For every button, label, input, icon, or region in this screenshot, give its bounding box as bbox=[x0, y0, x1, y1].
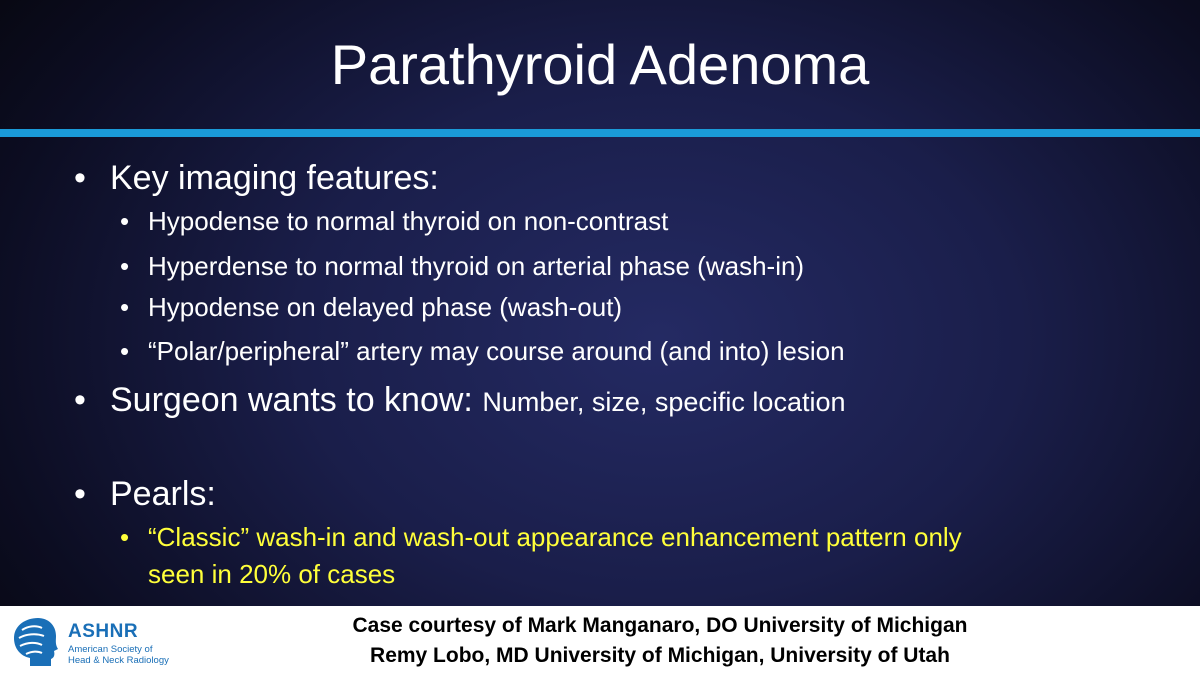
bullet-icon: • bbox=[120, 522, 130, 552]
sub-bullet bbox=[120, 334, 845, 368]
sub-bullet-text: “Polar/peripheral” artery may course around (and into) lesion bbox=[148, 336, 845, 366]
sub-bullet bbox=[120, 290, 623, 324]
sub-bullet-text: Hypodense on delayed phase (wash-out) bbox=[148, 292, 623, 322]
bullet-label: Surgeon wants to know: bbox=[110, 381, 473, 419]
credit-line-1: Case courtesy of Mark Manganaro, DO University of Michigan bbox=[352, 614, 968, 637]
sub-bullet-continuation bbox=[148, 557, 395, 591]
bullet-icon: • bbox=[120, 336, 130, 366]
bullet-detail: Number, size, specific location bbox=[482, 387, 846, 417]
ashnr-logo bbox=[8, 614, 178, 670]
sub-bullet bbox=[120, 249, 805, 283]
logo-subtitle-1: American Society of bbox=[68, 644, 153, 655]
bullet-icon: • bbox=[74, 381, 86, 419]
credit-line-2: Remy Lobo, MD University of Michigan, University of Utah bbox=[370, 644, 950, 667]
logo-subtitle-2: Head & Neck Radiology bbox=[68, 655, 169, 666]
sub-bullet-text: “Classic” wash-in and wash-out appearance enhancement pattern only bbox=[148, 522, 962, 552]
bullet-key-imaging bbox=[74, 158, 439, 198]
logo-name: ASHNR bbox=[68, 621, 139, 642]
sub-bullet-highlight bbox=[120, 520, 962, 554]
bullet-icon: • bbox=[74, 159, 86, 197]
bullet-icon: • bbox=[74, 475, 86, 513]
bullet-icon: • bbox=[120, 292, 130, 322]
bullet-label: Pearls: bbox=[110, 475, 216, 513]
sub-bullet-text: Hyperdense to normal thyroid on arterial phase (wash-in) bbox=[148, 251, 805, 281]
footer bbox=[0, 606, 1200, 676]
head-profile-icon bbox=[8, 614, 64, 670]
slide-title: Parathyroid Adenoma bbox=[330, 33, 870, 96]
sub-bullet-text: seen in 20% of cases bbox=[148, 559, 396, 589]
bullet-pearls bbox=[74, 474, 216, 514]
sub-bullet-text: Hypodense to normal thyroid on non-contrast bbox=[148, 206, 669, 236]
bullet-icon: • bbox=[120, 251, 130, 281]
bullet-label: Key imaging features: bbox=[110, 159, 439, 197]
bullet-icon: • bbox=[120, 206, 130, 236]
bullet-surgeon bbox=[74, 380, 846, 422]
sub-bullet bbox=[120, 204, 669, 238]
